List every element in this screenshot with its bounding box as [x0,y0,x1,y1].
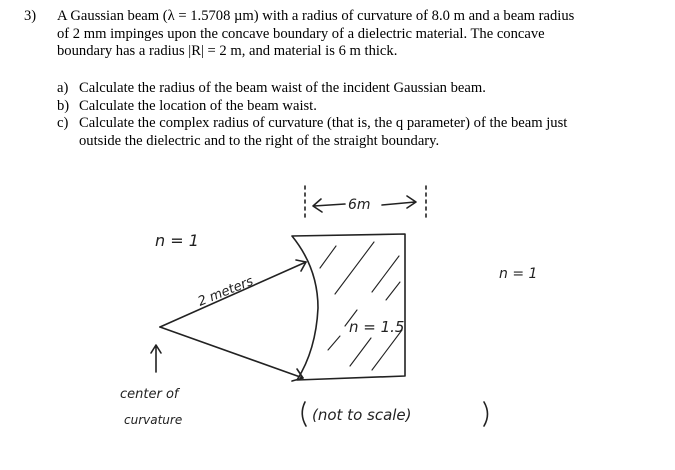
problem-stem-line: boundary has a radius |R| = 2 m, and material is 6 m thick. [57,43,398,59]
center-label-line2: curvature [124,413,183,427]
part-label: c) [57,115,69,131]
problem-number: 3) [24,8,37,24]
part-label: b) [57,97,70,114]
part-text: Calculate the complex radius of curvature (that is, the q parameter) of the beam just [79,115,568,131]
note-paren-right [484,402,488,426]
scale-note: (not to scale) [312,406,412,424]
problem-stem-line: of 2 mm impinges upon the concave boundary of a dielectric material. The concave [57,25,545,42]
center-pointer-arrow [151,345,161,372]
problem-stem-line: A Gaussian beam (λ = 1.5708 µm) with a radius of curvature of 8.0 m and a beam radius [57,8,575,24]
thickness-label: 6m [348,197,371,213]
part-label: a) [57,80,69,96]
dimension-arrow-left [313,199,345,212]
note-paren-left [302,402,306,426]
part-text: Calculate the location of the beam waist. [79,97,317,114]
part-text: Calculate the radius of the beam waist of the incident Gaussian beam. [79,80,486,96]
radius-label: 2 meters [195,273,256,310]
part-text: outside the dielectric and to the right of the straight boundary. [79,132,440,149]
n-left-label: n = 1 [155,231,199,250]
dimension-arrow-right [382,196,416,208]
slab-hatching [320,242,405,370]
beam-line [160,327,303,378]
dielectric-slab-outline [292,234,405,380]
n-material-label: n = 1.5 [349,318,405,336]
center-label-line1: center of [120,387,179,402]
n-right-label: n = 1 [499,266,538,282]
